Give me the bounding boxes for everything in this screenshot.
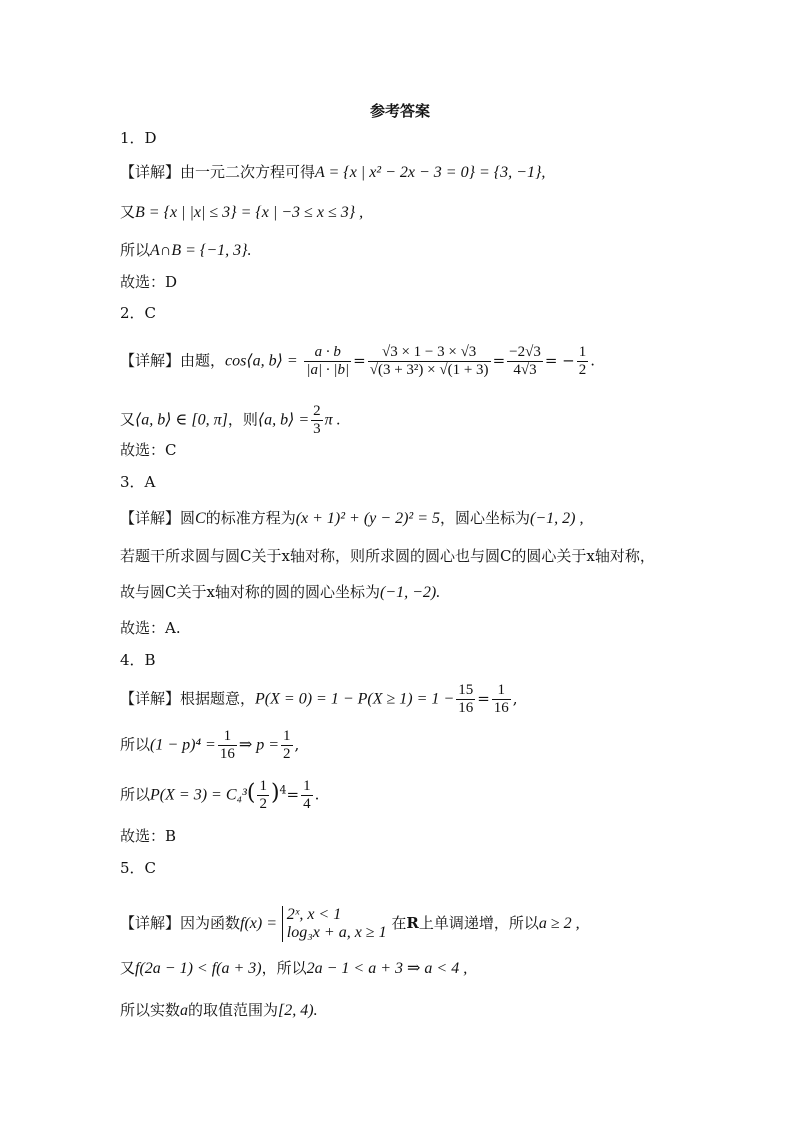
q2-fraction-simplified [507, 344, 543, 379]
q5-inequality-mid: ，所以 [261, 959, 307, 977]
q5-real-set: R [406, 914, 419, 932]
q1-intersection-line [120, 240, 252, 261]
q5-number: 5．C [120, 859, 157, 877]
q1-conclusion: 故选：D [120, 273, 178, 291]
q2-angle-num: 2 [313, 403, 321, 419]
q4-f1-den: 16 [458, 700, 474, 716]
q4-px3-fraction-1-2 [257, 778, 269, 813]
q4-number: 4．B [120, 651, 156, 669]
q3-detail-line [120, 508, 583, 529]
q1-set-b-prefix: 又 [120, 203, 136, 221]
q2-angle-fraction [311, 403, 323, 438]
q5-a-lower-bound: a ≥ 2 , [538, 915, 580, 932]
q1-detail-line [120, 162, 545, 183]
q5-case-1: 2ˣ, x < 1 [286, 906, 342, 923]
q5-detail-tail: 上单调递增，所以 [418, 914, 539, 932]
q2-angle-tail: π . [324, 411, 341, 429]
q1-intersection-prefix: 所以 [120, 241, 151, 259]
q4-p-fraction-1-2 [281, 728, 293, 763]
q4-p-f1-num: 1 [218, 728, 237, 746]
q4-px3-power: 4 [279, 783, 287, 797]
q2-f4-prefix: = − [544, 351, 575, 370]
q5-inequality: f(2a − 1) < f(a + 3) [135, 960, 262, 977]
q2-fraction-dot-over-norms [304, 344, 351, 379]
q3-result-center: (−1, −2). [379, 584, 441, 601]
q4-px3-f2-den: 4 [303, 796, 311, 812]
q1-set-a-equation: A = {x | x² − 2x − 3 = 0} = {3, −1}, [315, 164, 546, 181]
q4-px3-expression: P(X = 3) = C₄³ [150, 786, 247, 804]
q3-result-line [120, 582, 440, 603]
q5-a-upper-bound: 2a − 1 < a + 3 ⇒ a < 4 , [306, 960, 468, 977]
q2-f3-den: 4√3 [513, 362, 537, 378]
q1-detail-text: 【详解】由一元二次方程可得 [120, 163, 316, 181]
q4-fraction-15-16 [456, 682, 475, 717]
q2-angle-prefix: 又 [120, 410, 136, 429]
q1-set-b-equation: B = {x | |x| ≤ 3} = {x | −3 ≤ x ≤ 3} , [135, 204, 364, 221]
q3-detail-b: 的标准方程为 [205, 509, 296, 527]
q2-f1-num: a · b [304, 344, 351, 362]
q1-intersection-equation: A∩B = {−1, 3}. [150, 242, 252, 259]
q3-detail-d: ，圆心坐标为 [440, 509, 531, 527]
q3-conclusion: 故选：A. [120, 619, 181, 637]
q4-left-paren: ( [246, 780, 256, 806]
q5-range-value: [2, 4). [278, 1002, 318, 1019]
q2-cos-lhs: cos⟨a, b⟩ = [225, 352, 298, 370]
q4-f2-num: 1 [492, 682, 511, 700]
q2-angle-line [120, 403, 341, 438]
q2-f3-num: −2√3 [509, 344, 541, 360]
q5-range-mid: 的取值范围为 [188, 1001, 279, 1019]
q4-right-paren: ) [270, 780, 280, 806]
q5-detail-text: 【详解】因为函数 [120, 914, 241, 932]
q2-angle-mid: ，则 [227, 410, 258, 429]
q4-p-fraction-1-16 [218, 728, 237, 763]
q2-f2-num: √3 × 1 − 3 × √3 [368, 344, 491, 362]
page-title: 参考答案 [369, 102, 430, 120]
q3-center: (−1, 2) , [530, 510, 584, 527]
q5-case-2: log₃x + a, x ≥ 1 [286, 924, 387, 941]
q4-p-f1-den: 16 [219, 746, 235, 762]
q5-range-a: a [180, 1002, 189, 1019]
q4-p-expression: (1 − p)⁴ = [150, 736, 216, 754]
q5-fx: f(x) = [240, 915, 278, 932]
q4-px3-f2-num: 1 [303, 778, 311, 794]
q2-conclusion: 故选：C [120, 441, 177, 459]
q4-px3-fraction-1-4 [301, 778, 313, 813]
q4-p-f2-den: 2 [283, 746, 291, 762]
q2-angle-range: ⟨a, b⟩ ∈ [0, π] [135, 411, 228, 429]
q5-detail-line [120, 906, 580, 942]
q4-px3-prefix: 所以 [120, 785, 151, 804]
q5-inequality-line [120, 958, 467, 979]
q4-p-f2-num: 1 [283, 728, 291, 744]
q4-px3-line: 所以P(X = 3) = C₄³( $\frac{1}{2}$ )$^4$= $\frac{1}{4}$ . [120, 778, 320, 812]
q4-p-line: 所以(1 − p)⁴ = $\frac{1}{16}$ ⇒ p = $\frac{1}{2}$ , [120, 728, 300, 762]
q3-symmetry-line: 若题干所求圆与圆C关于x轴对称，则所求圆的圆心也与圆C的圆心关于x轴对称， [120, 547, 655, 565]
q4-detail-line: 【详解】根据题意，P(X = 0) = 1 − P(X ≥ 1) = 1 − $\frac{15}{16}$ = $\frac{1}{16}$ , [120, 682, 518, 716]
q5-piecewise [282, 906, 387, 942]
q2-detail-line: 【详解】由题，cos⟨a, b⟩ = $\frac{a \cdot b}{|a| \cdot |b|}$ = $\frac{√3 \times 1 - 3 \times √3}{\text{√(3 + 3²) × √(1 + 3)}}$ = $\frac{-2√3}{4√3}$ = − $\frac{1}{2}$ . [120, 344, 596, 378]
q4-f1-num: 15 [458, 682, 474, 698]
q3-circle-equation: (x + 1)² + (y − 2)² = 5 [295, 510, 440, 527]
q2-fraction-result [577, 344, 589, 379]
q2-angle-lhs: ⟨a, b⟩ = [257, 411, 310, 429]
q4-px3-f1-num: 1 [259, 778, 267, 794]
q2-f4-num: 1 [578, 344, 587, 360]
q5-inequality-prefix: 又 [120, 959, 136, 977]
q4-detail-text: 【详解】根据题意， [120, 689, 256, 708]
q3-result-text: 故与圆C关于x轴对称的圆的圆心坐标为 [120, 583, 380, 601]
q2-number: 2．C [120, 304, 157, 322]
q4-p-implies: ⇒ p = [238, 736, 280, 754]
q2-fraction-values [368, 344, 491, 379]
q2-detail-text: 【详解】由题， [120, 351, 226, 370]
q5-range-line [120, 1000, 318, 1021]
q2-f1-den: |a| · |b| [306, 362, 350, 378]
q1-set-b-line [120, 202, 363, 223]
q5-range-prefix: 所以实数 [120, 1001, 181, 1019]
q5-detail-mid: 在 [391, 914, 407, 932]
q4-conclusion: 故选：B [120, 827, 177, 845]
q3-detail-a: 【详解】圆 [120, 509, 196, 527]
q3-number: 3．A [120, 473, 156, 491]
q4-px3-f1-den: 2 [259, 796, 267, 812]
q4-fraction-1-16 [492, 682, 511, 717]
q2-f2-den: √(3 + 3²) × √(1 + 3) [369, 362, 489, 378]
q1-number: 1．D [120, 129, 157, 147]
q4-prob-expression: P(X = 0) = 1 − P(X ≥ 1) = 1 − [255, 690, 455, 708]
q3-circle-c: C [195, 510, 206, 527]
q2-angle-den: 3 [313, 421, 321, 437]
q4-f2-den: 16 [493, 700, 509, 716]
q2-f4-den: 2 [578, 362, 587, 378]
q4-p-prefix: 所以 [120, 735, 151, 754]
